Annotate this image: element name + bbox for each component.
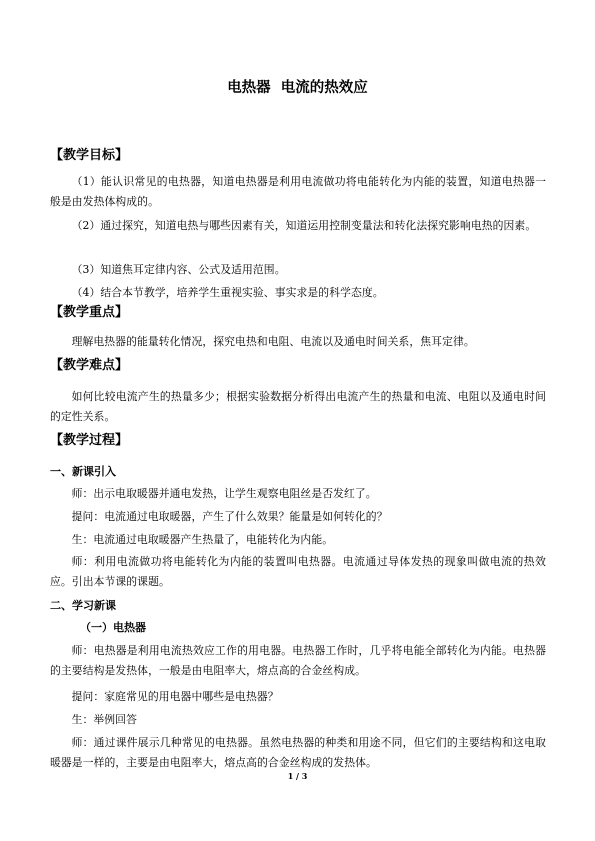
intro-line-2: 提问：电流通过电取暖器，产生了什么效果？能量是如何转化的？: [71, 510, 388, 523]
new-lesson-heading: 二、学习新课: [50, 599, 116, 612]
new-lesson-line-4: 师：通过课件展示几种常见的电热器。虽然电热器的种类和用途不同，但它们的主要结构和这电取暖器是一样的，主要是由电阻率大，熔点高的合金丝构成的发热体。: [50, 736, 546, 769]
difficulties-text: 如何比较电流产生的热量多少；根据实验数据分析得出电流产生的热量和电流、电阻以及通电时间的定性关系。: [50, 390, 546, 423]
intro-heading: 一、新课引入: [50, 465, 116, 478]
key-points-text: 理解电热器的能量转化情况，探究电热和电阻、电流以及通电时间关系，焦耳定律。: [71, 335, 475, 348]
new-lesson-line-3: 生：举例回答: [71, 713, 137, 726]
intro-line-1: 师：出示电取暖器并通电发热，让学生观察电阻丝是否发红了。: [71, 487, 377, 500]
objective-item-1: （1）能认识常见的电热器，知道电热器是利用电流做功将电能转化为内能的装置，知道电热器一般是由发热体构成的。: [50, 175, 546, 208]
page-number: 1 / 3: [287, 771, 308, 781]
intro-line-3: 生：电流通过电取暖器产生热量了，电能转化为内能。: [71, 533, 334, 546]
new-lesson-line-1: 师：电热器是利用电流热效应工作的用电器。电热器工作时，几乎将电能全部转化为内能。电热器的主要结构是发热体，一般是由电阻率大，熔点高的合金丝构成。: [50, 644, 546, 677]
section-heading-objectives: 【教学目标】: [50, 148, 129, 163]
section-heading-key-points: 【教学重点】: [50, 305, 129, 320]
new-lesson-sub-heading: （一）电热器: [80, 621, 146, 634]
intro-line-4: 师：利用电流做功将电能转化为内能的装置叫电热器。电流通过导体发热的现象叫做电流的热效应。引出本节课的课题。: [50, 555, 546, 588]
page-title: 电热器 电流的热效应: [227, 80, 368, 96]
section-heading-process: 【教学过程】: [50, 433, 129, 448]
objective-item-4: （4）结合本节教学，培养学生重视实验、事实求是的科学态度。: [71, 286, 384, 299]
objective-item-3: （3）知道焦耳定律内容、公式及适用范围。: [71, 263, 286, 276]
new-lesson-line-2: 提问：家庭常见的用电器中哪些是电热器？: [71, 690, 279, 703]
objective-item-2: （2）通过探究，知道电热与哪些因素有关，知道运用控制变量法和转化法探究影响电热的因素。: [71, 219, 537, 232]
section-heading-difficulties: 【教学难点】: [50, 358, 129, 373]
